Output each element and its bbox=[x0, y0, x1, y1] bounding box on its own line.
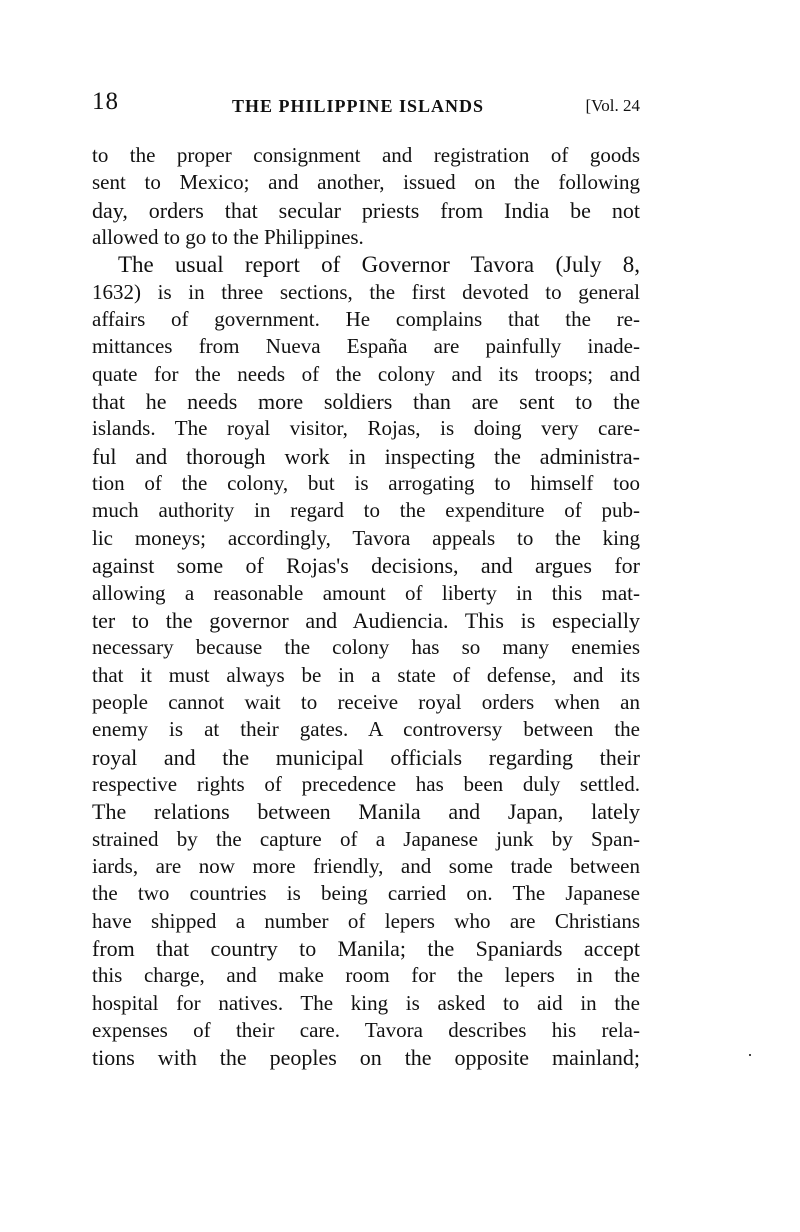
text-line: tion of the colony, but is arrogating to himself too bbox=[92, 471, 640, 496]
text-line: this charge, and make room for the lepers in the bbox=[92, 963, 640, 988]
text-line: The relations between Manila and Japan, lately bbox=[92, 799, 640, 825]
text-line: much authority in regard to the expenditure of pub- bbox=[92, 498, 640, 523]
text-line: that it must always be in a state of defense, and its bbox=[92, 662, 640, 687]
text-line: have shipped a number of lepers who are Christians bbox=[92, 908, 640, 933]
text-line: ter to the governor and Audiencia. This is especially bbox=[92, 607, 640, 633]
text-line: sent to Mexico; and another, issued on the following bbox=[92, 170, 640, 195]
text-line: necessary because the colony has so many enemies bbox=[92, 635, 640, 660]
body-text bbox=[92, 142, 640, 1072]
text-line: quate for the needs of the colony and its troops; and bbox=[92, 361, 640, 386]
text-line: people cannot wait to receive royal orders when an bbox=[92, 689, 640, 714]
text-line: enemy is at their gates. A controversy between the bbox=[92, 717, 640, 742]
volume-label: [Vol. 24 bbox=[585, 96, 640, 115]
text-line: to the proper consignment and registration of goods bbox=[92, 143, 640, 167]
text-line: ful and thorough work in inspecting the administra- bbox=[92, 443, 640, 469]
text-line: expenses of their care. Tavora describes his rela- bbox=[92, 1018, 640, 1042]
text-line: 1632) is in three sections, the first devoted to general bbox=[92, 279, 640, 304]
text-line: that he needs more soldiers than are sent to the bbox=[92, 389, 640, 415]
text-line: day, orders that secular priests from India be not bbox=[92, 197, 640, 223]
text-line: affairs of government. He complains that the re- bbox=[92, 307, 640, 332]
text-line: mittances from Nueva España are painfully inade- bbox=[92, 334, 640, 359]
text-line: iards, are now more friendly, and some trade between bbox=[92, 853, 640, 878]
text-line: hospital for natives. The king is asked to aid in the bbox=[92, 990, 640, 1015]
text-line: against some of Rojas's decisions, and argues for bbox=[92, 553, 640, 579]
text-line: lic moneys; accordingly, Tavora appeals to the king bbox=[92, 525, 640, 550]
text-line: the two countries is being carried on. The Japanese bbox=[92, 881, 640, 906]
text-line: strained by the capture of a Japanese junk by Span- bbox=[92, 826, 640, 851]
text-line: from that country to Manila; the Spaniards accept bbox=[92, 935, 640, 961]
text-line: allowing a reasonable amount of liberty in this mat- bbox=[92, 580, 640, 605]
running-title: THE PHILIPPINE ISLANDS bbox=[232, 96, 485, 116]
paragraph-start-line: The usual report of Governor Tavora (July 8, bbox=[118, 252, 640, 278]
text-line: respective rights of precedence has been duly settled. bbox=[92, 771, 640, 796]
text-line: tions with the peoples on the opposite mainland; bbox=[92, 1045, 640, 1071]
text-line: royal and the municipal officials regarding their bbox=[92, 744, 640, 770]
text-line: allowed to go to the Philippines. bbox=[92, 225, 364, 250]
running-header bbox=[92, 88, 640, 122]
margin-mark bbox=[749, 1054, 751, 1056]
page-number: 18 bbox=[92, 88, 119, 115]
text-line: islands. The royal visitor, Rojas, is doing very care- bbox=[92, 416, 640, 441]
